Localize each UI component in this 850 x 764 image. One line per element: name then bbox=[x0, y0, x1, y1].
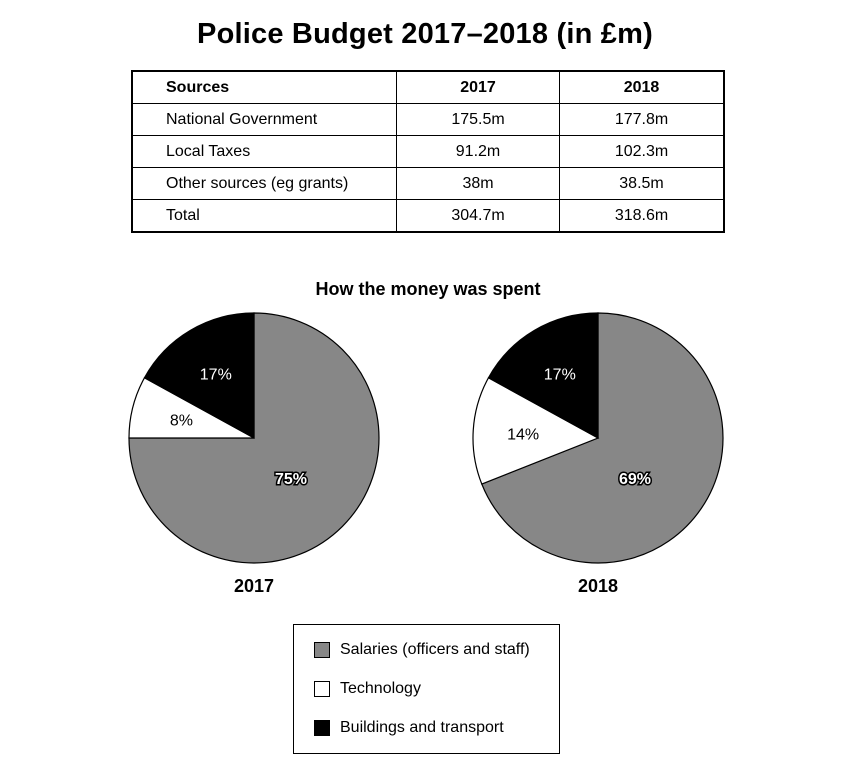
table-cell: 304.7m bbox=[397, 200, 560, 233]
table-cell: Total bbox=[132, 200, 397, 233]
header-2017: 2017 bbox=[397, 71, 560, 104]
pie-charts bbox=[0, 300, 850, 600]
legend-item-salaries bbox=[314, 641, 530, 659]
table-cell: 38m bbox=[397, 168, 560, 200]
table-row bbox=[132, 104, 724, 136]
table-cell: 318.6m bbox=[560, 200, 725, 233]
pie-section-title: How the money was spent bbox=[315, 279, 541, 299]
pie-label-buildings: 17% bbox=[199, 366, 232, 384]
table-cell: Other sources (eg grants) bbox=[132, 168, 397, 200]
table-row bbox=[132, 200, 724, 233]
legend-item-buildings bbox=[314, 719, 504, 737]
table-cell: National Government bbox=[132, 104, 397, 136]
legend bbox=[293, 624, 560, 754]
legend-item-technology bbox=[314, 680, 421, 698]
pie-label-salaries: 75% bbox=[274, 471, 308, 488]
header-sources: Sources bbox=[132, 71, 397, 104]
budget-table bbox=[131, 70, 725, 233]
table-row bbox=[132, 168, 724, 200]
header-2018: 2018 bbox=[560, 71, 725, 104]
table-cell: Local Taxes bbox=[132, 136, 397, 168]
pie-year-label: 2018 bbox=[577, 576, 619, 596]
pie-label-salaries: 69% bbox=[618, 471, 652, 488]
table-cell: 102.3m bbox=[560, 136, 725, 168]
chart-title: Police Budget 2017–2018 (in £m) bbox=[197, 18, 653, 50]
table-cell: 175.5m bbox=[397, 104, 560, 136]
legend-label: Salaries (officers and staff) bbox=[340, 641, 530, 658]
pie-label-technology: 8% bbox=[169, 412, 193, 430]
pie-label-buildings: 17% bbox=[543, 366, 576, 384]
legend-swatch-buildings bbox=[314, 720, 330, 736]
pie-chart-2018 bbox=[473, 313, 723, 596]
table-row bbox=[132, 136, 724, 168]
legend-swatch-technology bbox=[314, 681, 330, 697]
pie-chart-2017 bbox=[129, 313, 379, 596]
table-cell: 177.8m bbox=[560, 104, 725, 136]
table-cell: 38.5m bbox=[560, 168, 725, 200]
legend-swatch-salaries bbox=[314, 642, 330, 658]
pie-label-technology: 14% bbox=[507, 426, 540, 444]
table-cell: 91.2m bbox=[397, 136, 560, 168]
legend-label: Technology bbox=[340, 680, 421, 697]
pie-year-label: 2017 bbox=[233, 576, 275, 596]
legend-label: Buildings and transport bbox=[340, 719, 504, 736]
table-header-row bbox=[132, 71, 724, 104]
